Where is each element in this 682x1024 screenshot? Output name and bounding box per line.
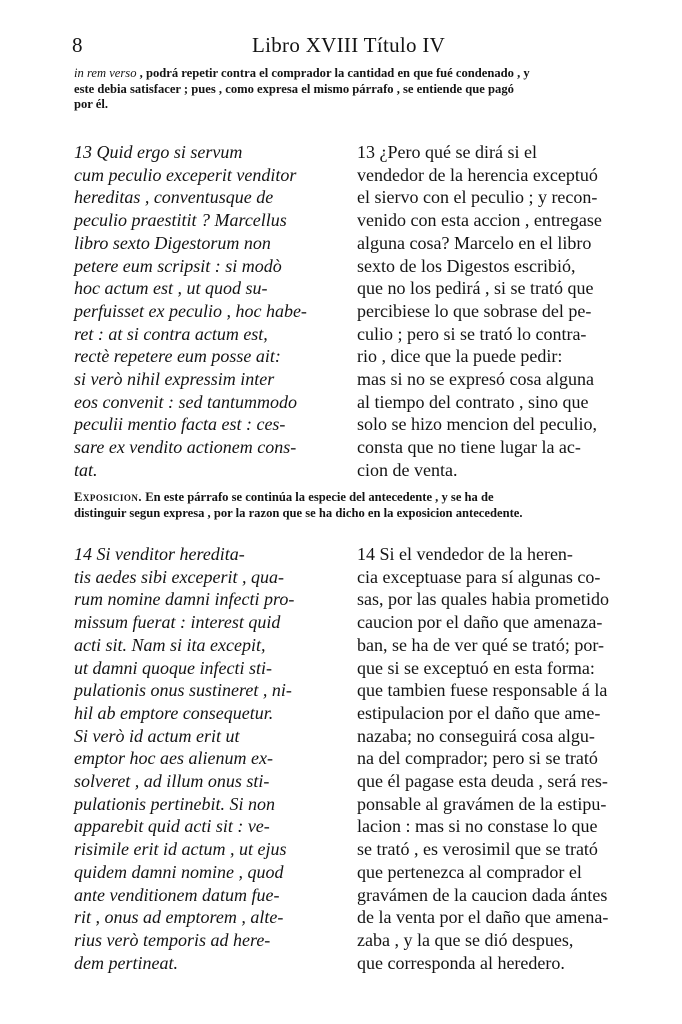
text-line: pulationis onus sustineret , ni- [74,680,292,701]
text-line: gravámen de la caucion dada ántes [357,884,608,905]
text-line: mas si no se expresó cosa alguna [357,369,594,390]
text-line: hereditas , conventusque de [74,187,274,208]
exposicion-note [74,489,630,521]
text-line: pulationis pertinebit. Si non [74,793,275,814]
text-line: tis aedes sibi exceperit , qua- [74,566,284,587]
exposicion-label: Exposicion. [74,490,143,504]
text-line: acti sit. Nam si ita excepit, [74,634,266,655]
text-line: 14 Si el vendedor de la heren- [357,544,573,564]
text-line: peculio praestitit ? Marcellus [74,210,287,231]
text-line: cia exceptuase para sí algunas co- [357,566,601,587]
text-line: emptor hoc aes alienum ex- [74,748,273,769]
text-line: ponsable al gravámen de la estipu- [357,793,607,814]
text-line: ret : at si contra actum est, [74,323,268,344]
text-line: 13 ¿Pero qué se dirá si el [357,142,537,162]
top-footnote-line: este debia satisfacer ; pues , como expresa el mismo párrafo , se entiende que pagó [74,81,514,96]
exposicion-text: En este párrafo se continúa la especie del antecedente , y se ha de [145,490,494,504]
text-line: na del comprador; pero si se trató [357,748,598,769]
text-line: rio , dice que la puede pedir: [357,346,563,367]
text-line: ante venditionem datum fue- [74,884,280,905]
text-line: tat. [74,459,98,480]
text-line: venido con esta accion , entregase [357,210,602,231]
text-line: hil ab emptore consequetur. [74,702,274,723]
text-line: dem pertineat. [74,952,178,973]
running-title: Libro XVIII Título IV [252,33,446,57]
text-line: 14 Si venditor heredita- [74,544,245,564]
text-line: solveret , ad illum onus sti- [74,771,270,792]
page-header [72,33,632,59]
text-line: estipulacion por el daño que ame- [357,702,601,723]
text-line: peculii mentio facta est : ces- [74,414,286,435]
text-line: que tambien fuese responsable á la [357,680,608,701]
text-line: solo se hizo mencion del peculio, [357,414,597,435]
text-line: percibiese lo que sobrase del pe- [357,300,592,321]
text-line: sexto de los Digestos escribió, [357,255,576,276]
text-line: culio ; pero si se trató lo contra- [357,323,587,344]
text-line: al tiempo del contrato , sino que [357,391,589,412]
text-line: sas, por las quales habia prometido [357,589,609,610]
text-line: Si verò id actum erit ut [74,725,240,746]
text-line: rum nomine damni infecti pro- [74,589,295,610]
text-line: perfuisset ex peculio , hoc habe- [74,300,307,321]
text-line: petere eum scripsit : si modò [74,255,282,276]
text-line: que no los pedirá , si se trató que [357,278,594,299]
text-line: missum fuerat : interest quid [74,612,281,633]
text-line: cion de venta. [357,459,458,480]
text-line: si verò nihil expressim inter [74,369,275,390]
section-13-spanish [357,141,623,482]
text-line: que él pagase esta deuda , será res- [357,771,608,792]
text-line: nazaba; no conseguirá cosa algu- [357,725,595,746]
text-line: hoc actum est , ut quod su- [74,278,268,299]
text-line: el siervo con el peculio ; y recon- [357,187,598,208]
text-line: rit , onus ad emptorem , alte- [74,907,284,928]
section-14-spanish [357,543,623,974]
text-line: alguna cosa? Marcelo en el libro [357,232,592,253]
text-line: que corresponda al heredero. [357,952,565,973]
text-line: risimile erit id actum , ut ejus [74,839,287,860]
text-line: de la venta por el daño que amena- [357,907,609,928]
text-line: rius verò temporis ad here- [74,929,271,950]
text-line: lacion : mas si no constase lo que [357,816,598,837]
text-line: se trató , es verosimil que se trató [357,839,598,860]
text-line: 13 Quid ergo si servum [74,142,243,162]
top-footnote-lead: in rem verso [74,66,137,80]
top-footnote-line: in rem verso , podrá repetir contra el comprador la cantidad en que fué condenado , y [74,66,530,80]
section-13-latin [74,141,340,482]
top-footnote [74,66,628,113]
text-line: apparebit quid acti sit : ve- [74,816,270,837]
text-line: libro sexto Digestorum non [74,232,271,253]
text-line: eos convenit : sed tantummodo [74,391,297,412]
text-line: que si se exceptuó en esta forma: [357,657,595,678]
section-14-latin [74,543,340,974]
page-number: 8 [72,33,83,57]
text-line: vendedor de la herencia exceptuó [357,164,598,185]
top-footnote-line: por él. [74,97,109,111]
text-line: caucion por el daño que amenaza- [357,612,603,633]
text-line: que pertenezca al comprador el [357,861,582,882]
text-line: ban, se ha de ver qué se trató; por- [357,634,605,655]
text-line: consta que no tiene lugar la ac- [357,437,581,458]
text-line: cum peculio exceperit venditor [74,164,297,185]
text-line: ut damni quoque infecti sti- [74,657,272,678]
text-line: rectè repetere eum posse ait: [74,346,281,367]
text-line: quidem damni nomine , quod [74,861,284,882]
exposicion-text: distinguir segun expresa , por la razon que se ha dicho en la exposicion antecedente. [74,506,523,520]
text-line: zaba , y la que se dió despues, [357,929,574,950]
text-line: sare ex vendito actionem cons- [74,437,297,458]
